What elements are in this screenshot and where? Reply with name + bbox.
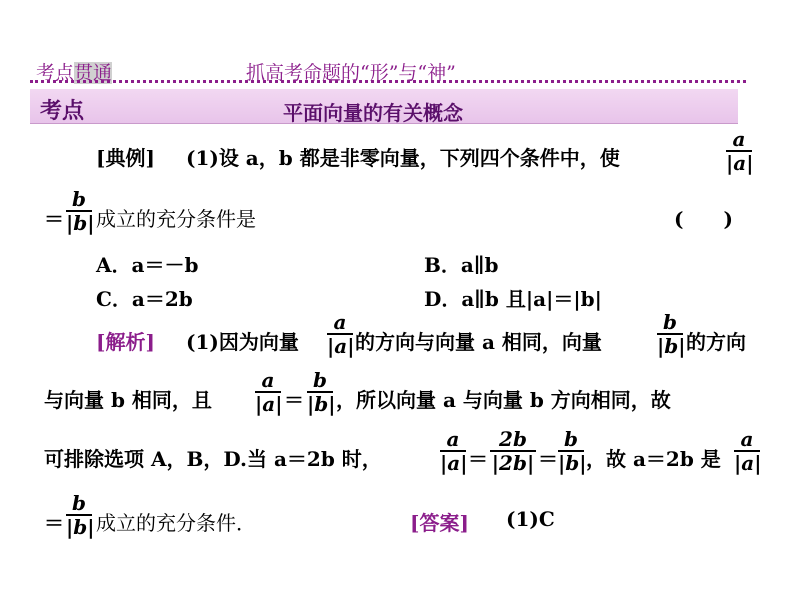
solution-line-4a: 成立的充分条件． xyxy=(96,511,256,535)
question-line-2: 成立的充分条件是 xyxy=(96,207,256,231)
fraction-numerator: a xyxy=(261,368,275,392)
header-subtitle: 抓高考命题的“形”与“神” xyxy=(246,62,456,84)
fraction-numerator: a xyxy=(732,127,746,151)
answer-paren: ( ) xyxy=(674,207,733,231)
fraction-numerator: b xyxy=(72,491,86,515)
fraction-denominator: |a| xyxy=(255,392,283,416)
fraction-denominator: |b| xyxy=(307,392,336,416)
fraction-denominator: |b| xyxy=(66,515,95,539)
solution-tag: [解析] xyxy=(96,330,155,354)
fraction-denominator: |a| xyxy=(734,451,762,475)
fraction-denominator: |a| xyxy=(327,334,355,358)
fraction-denominator: |b| xyxy=(66,211,95,235)
equals-sign: ＝ xyxy=(44,207,64,231)
solution-line-1b: 的方向与向量 a 相同，向量 xyxy=(355,330,602,354)
fraction-denominator: |b| xyxy=(657,334,686,358)
fraction-b-over-abs-b xyxy=(66,491,95,539)
solution-line-2b: ，所以向量 a 与向量 b 方向相同，故 xyxy=(336,388,671,412)
fraction-numerator: a xyxy=(446,427,460,451)
option-b: B．a∥b xyxy=(424,253,499,277)
fraction-a-over-abs-a xyxy=(440,428,466,474)
fraction-b-over-abs-b xyxy=(657,310,686,358)
fraction-numerator: b xyxy=(564,427,578,451)
option-c: C．a＝2b xyxy=(96,287,193,311)
equals-sign: ＝ xyxy=(284,388,304,412)
fraction-denominator: |2b| xyxy=(491,451,535,475)
solution-line-1c: 的方向 xyxy=(686,330,746,354)
fraction-numerator: b xyxy=(313,368,327,392)
fraction-numerator: b xyxy=(663,310,677,334)
topic-keyword: 考点 xyxy=(40,99,85,124)
equals-sign: ＝ xyxy=(538,447,558,471)
section-label-a: 考点 xyxy=(36,62,75,84)
fraction-numerator: a xyxy=(333,310,347,334)
section-label-b: 贯通 xyxy=(74,62,113,84)
option-a: A．a＝－b xyxy=(96,253,199,277)
fraction-numerator: b xyxy=(72,187,86,211)
answer-value: (1)C xyxy=(506,507,555,531)
fraction-2b-over-abs-2b xyxy=(490,428,536,474)
fraction-a-over-abs-a xyxy=(327,311,353,357)
fraction-a-over-abs-a xyxy=(255,369,281,415)
fraction-b-over-abs-b xyxy=(307,368,336,416)
fraction-a-over-abs-a xyxy=(726,128,752,174)
answer-tag: [答案] xyxy=(410,511,469,535)
equals-sign: ＝ xyxy=(44,511,64,535)
header-divider xyxy=(30,80,746,83)
question-line-1: (1)设 a，b 都是非零向量，下列四个条件中，使 xyxy=(186,146,620,170)
fraction-b-over-abs-b xyxy=(66,187,95,235)
equals-sign: ＝ xyxy=(468,447,488,471)
fraction-numerator: a xyxy=(740,427,754,451)
fraction-denominator: |a| xyxy=(440,451,468,475)
solution-line-1a: (1)因为向量 xyxy=(186,330,299,354)
option-d: D．a∥b 且|a|＝|b| xyxy=(424,287,602,311)
solution-line-3a: 可排除选项 A，B，D.当 a＝2b 时， xyxy=(44,447,382,471)
solution-line-2a: 与向量 b 相同，且 xyxy=(44,388,212,412)
fraction-b-over-abs-b xyxy=(558,427,587,475)
fraction-numerator: 2b xyxy=(499,427,527,451)
fraction-a-over-abs-a xyxy=(734,428,760,474)
solution-line-3b: ，故 a＝2b 是 xyxy=(586,447,721,471)
topic-title: 平面向量的有关概念 xyxy=(283,101,463,125)
fraction-denominator: |b| xyxy=(558,451,587,475)
example-tag: [典例] xyxy=(96,146,155,170)
fraction-denominator: |a| xyxy=(726,151,754,175)
